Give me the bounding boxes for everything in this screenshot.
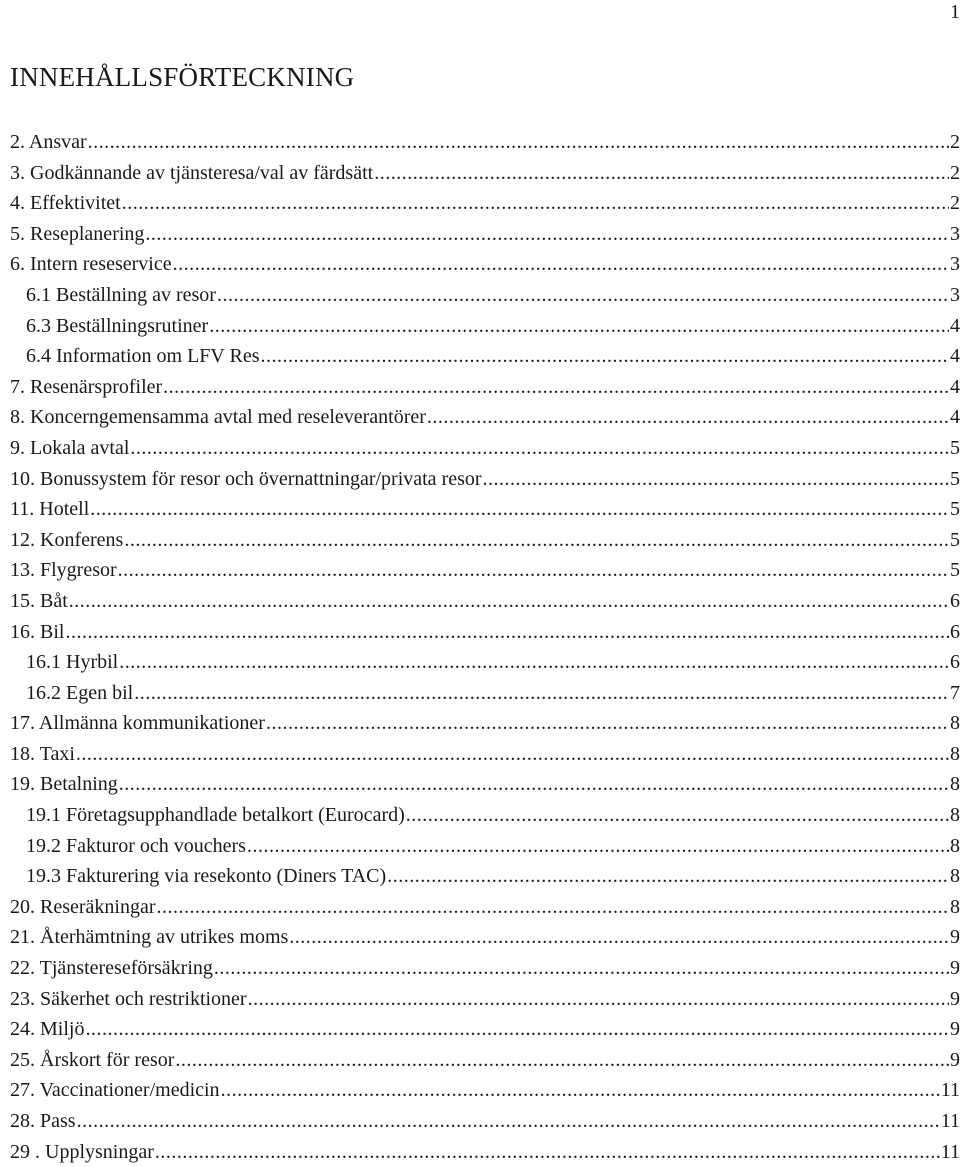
- toc-dot-leader: [119, 647, 949, 678]
- table-of-contents: [10, 127, 960, 1167]
- toc-entry-page: 8: [950, 865, 960, 888]
- toc-entry[interactable]: [10, 831, 960, 862]
- toc-dot-leader: [289, 922, 949, 953]
- toc-entry-label: 6. Intern reseservice: [10, 253, 172, 276]
- toc-dot-leader: [248, 984, 949, 1015]
- toc-entry[interactable]: [10, 678, 960, 709]
- toc-entry-page: 9: [950, 926, 960, 949]
- toc-entry-page: 4: [950, 314, 960, 337]
- toc-entry-page: 8: [950, 804, 960, 827]
- toc-entry-page: 8: [950, 895, 960, 918]
- toc-entry-page: 11: [940, 1110, 960, 1132]
- toc-entry-page: 4: [950, 345, 960, 368]
- toc-dot-leader: [77, 1106, 940, 1137]
- toc-entry-label: 24. Miljö: [10, 1018, 85, 1041]
- toc-dot-leader: [88, 127, 949, 158]
- toc-dot-leader: [406, 800, 949, 831]
- toc-dot-leader: [217, 280, 949, 311]
- toc-entry[interactable]: [10, 1137, 960, 1167]
- toc-entry-label: 4. Effektivitet: [10, 192, 121, 215]
- toc-entry-page: 8: [950, 712, 960, 735]
- toc-dot-leader: [209, 311, 949, 342]
- toc-dot-leader: [90, 494, 949, 525]
- toc-dot-leader: [247, 831, 949, 862]
- toc-entry[interactable]: [10, 953, 960, 984]
- toc-entry-label: 6.3 Beställningsrutiner: [26, 314, 209, 337]
- toc-dot-leader: [157, 892, 949, 923]
- toc-entry[interactable]: [10, 433, 960, 464]
- toc-dot-leader: [261, 341, 949, 372]
- toc-dot-leader: [427, 402, 949, 433]
- toc-entry-label: 6.4 Information om LFV Res: [26, 345, 260, 368]
- toc-entry[interactable]: [10, 525, 960, 556]
- toc-entry[interactable]: [10, 249, 960, 280]
- toc-entry[interactable]: [10, 341, 960, 372]
- toc-entry-page: 3: [950, 222, 960, 245]
- toc-entry-page: 5: [950, 436, 960, 459]
- toc-entry-page: 4: [950, 406, 960, 429]
- toc-dot-leader: [69, 586, 949, 617]
- toc-entry-label: 5. Reseplanering: [10, 222, 145, 245]
- toc-entry-label: 28. Pass: [10, 1110, 76, 1132]
- toc-dot-leader: [387, 861, 949, 892]
- toc-dot-leader: [134, 678, 949, 709]
- toc-entry-label: 20. Reseräkningar: [10, 895, 156, 918]
- toc-entry-label: 16.1 Hyrbil: [26, 651, 119, 674]
- toc-entry[interactable]: [10, 1075, 960, 1106]
- toc-dot-leader: [65, 617, 949, 648]
- toc-entry-page: 9: [950, 1018, 960, 1041]
- toc-entry-page: 6: [950, 651, 960, 674]
- toc-entry[interactable]: [10, 984, 960, 1015]
- toc-entry[interactable]: [10, 311, 960, 342]
- toc-entry-page: 2: [950, 192, 960, 215]
- toc-entry-label: 7. Resenärsprofiler: [10, 375, 163, 398]
- toc-dot-leader: [173, 249, 949, 280]
- toc-dot-leader: [130, 433, 949, 464]
- toc-entry[interactable]: [10, 708, 960, 739]
- toc-dot-leader: [76, 739, 949, 770]
- toc-entry[interactable]: [10, 555, 960, 586]
- toc-entry[interactable]: [10, 219, 960, 250]
- toc-entry-label: 19.1 Företagsupphandlade betalkort (Eurocard): [26, 804, 405, 827]
- toc-entry[interactable]: [10, 188, 960, 219]
- toc-entry-page: 6: [950, 589, 960, 612]
- toc-entry[interactable]: [10, 158, 960, 189]
- toc-entry-label: 15. Båt: [10, 589, 68, 612]
- toc-entry-label: 9. Lokala avtal: [10, 436, 130, 459]
- toc-entry[interactable]: [10, 586, 960, 617]
- toc-dot-leader: [118, 555, 949, 586]
- toc-entry[interactable]: [10, 1045, 960, 1076]
- toc-dot-leader: [122, 188, 949, 219]
- toc-dot-leader: [374, 158, 949, 189]
- toc-entry-page: 4: [950, 375, 960, 398]
- toc-entry-page: 2: [950, 131, 960, 153]
- toc-entry-page: 3: [950, 253, 960, 276]
- toc-entry-page: 5: [950, 498, 960, 521]
- toc-entry-page: 5: [950, 467, 960, 490]
- toc-entry-page: 9: [950, 1048, 960, 1071]
- page-number: 1: [950, 1, 960, 23]
- toc-entry[interactable]: [10, 1014, 960, 1045]
- toc-dot-leader: [119, 769, 949, 800]
- toc-entry-label: 10. Bonussystem för resor och övernattningar/privata resor: [10, 467, 482, 490]
- toc-entry-label: 19.2 Fakturor och vouchers: [26, 834, 246, 857]
- toc-entry-page: 11: [940, 1140, 960, 1163]
- toc-entry-label: 23. Säkerhet och restriktioner: [10, 987, 247, 1010]
- toc-entry-page: 2: [950, 161, 960, 184]
- page-title: INNEHÅLLSFÖRTECKNING: [10, 62, 355, 92]
- toc-dot-leader: [214, 953, 949, 984]
- toc-entry-label: 16.2 Egen bil: [26, 681, 134, 704]
- toc-entry-page: 9: [950, 957, 960, 980]
- toc-entry[interactable]: [10, 769, 960, 800]
- toc-entry[interactable]: [10, 800, 960, 831]
- toc-entry-label: 3. Godkännande av tjänsteresa/val av färdsätt: [10, 161, 374, 184]
- toc-entry-label: 12. Konferens: [10, 528, 124, 551]
- toc-entry[interactable]: [10, 892, 960, 923]
- toc-entry[interactable]: [10, 494, 960, 525]
- toc-entry-label: 13. Flygresor: [10, 559, 117, 582]
- toc-entry-page: 5: [950, 559, 960, 582]
- toc-entry-page: 6: [950, 620, 960, 643]
- toc-entry[interactable]: [10, 647, 960, 678]
- toc-entry[interactable]: [10, 372, 960, 403]
- toc-entry-label: 19. Betalning: [10, 773, 118, 796]
- toc-entry-page: 7: [950, 681, 960, 704]
- toc-entry-label: 27. Vaccinationer/medicin: [10, 1079, 220, 1102]
- toc-entry-page: 3: [950, 283, 960, 306]
- toc-dot-leader: [163, 372, 949, 403]
- toc-entry-page: 8: [950, 834, 960, 857]
- toc-entry[interactable]: [10, 739, 960, 770]
- toc-entry-label: 25. Årskort för resor: [10, 1048, 175, 1071]
- toc-entry[interactable]: [10, 861, 960, 892]
- toc-entry[interactable]: [10, 464, 960, 495]
- toc-entry[interactable]: [10, 127, 960, 158]
- toc-entry-label: 22. Tjänstereseförsäkring: [10, 957, 213, 980]
- toc-entry-page: 5: [950, 528, 960, 551]
- toc-entry-label: 6.1 Beställning av resor: [26, 283, 216, 306]
- toc-dot-leader: [221, 1075, 940, 1106]
- toc-dot-leader: [124, 525, 949, 556]
- toc-entry-label: 17. Allmänna kommunikationer: [10, 712, 265, 735]
- toc-entry-page: 8: [950, 773, 960, 796]
- toc-dot-leader: [85, 1014, 949, 1045]
- toc-dot-leader: [483, 464, 949, 495]
- toc-entry-label: 29 . Upplysningar: [10, 1140, 154, 1163]
- toc-entry[interactable]: [10, 617, 960, 648]
- toc-entry-page: 8: [950, 742, 960, 765]
- toc-entry[interactable]: [10, 922, 960, 953]
- toc-entry-page: 11: [940, 1079, 960, 1102]
- toc-entry-label: 19.3 Fakturering via resekonto (Diners TAC): [26, 865, 387, 888]
- toc-entry[interactable]: [10, 280, 960, 311]
- toc-entry-label: 11. Hotell: [10, 498, 90, 521]
- toc-entry-page: 9: [950, 987, 960, 1010]
- toc-dot-leader: [155, 1137, 940, 1167]
- toc-entry-label: 16. Bil: [10, 620, 65, 643]
- toc-entry[interactable]: [10, 1106, 960, 1137]
- toc-dot-leader: [145, 219, 949, 250]
- toc-entry-label: 21. Återhämtning av utrikes moms: [10, 926, 289, 949]
- toc-dot-leader: [266, 708, 949, 739]
- toc-entry-label: 2. Ansvar: [10, 131, 87, 153]
- toc-entry[interactable]: [10, 402, 960, 433]
- toc-dot-leader: [175, 1045, 949, 1076]
- toc-entry-label: 18. Taxi: [10, 742, 75, 765]
- toc-entry-label: 8. Koncerngemensamma avtal med reseleverantörer: [10, 406, 426, 429]
